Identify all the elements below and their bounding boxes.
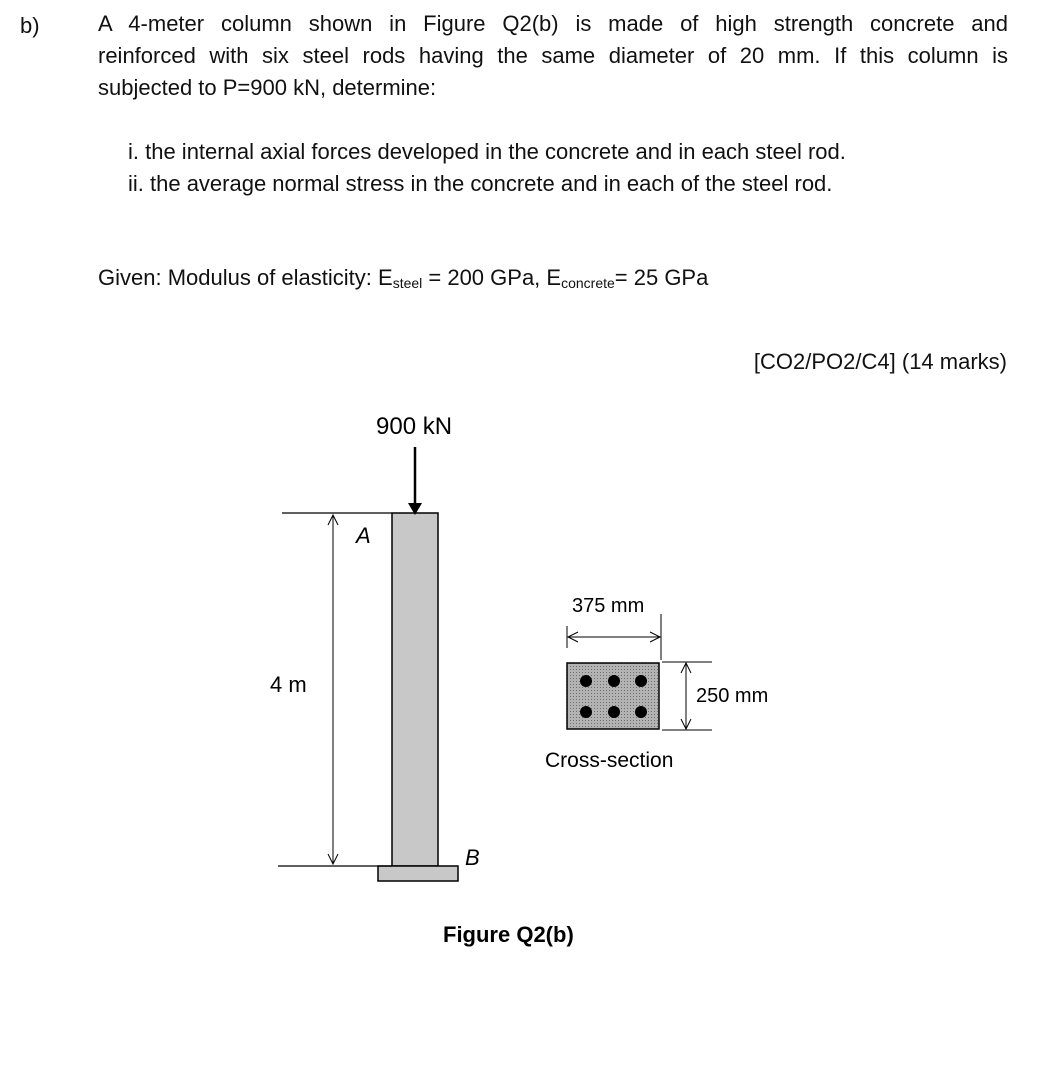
- concrete-subscript: concrete: [561, 275, 615, 291]
- steel-rod-1: [580, 675, 592, 687]
- load-label: 900 kN: [376, 413, 453, 440]
- column-base-plate: [378, 866, 458, 881]
- steel-subscript: steel: [392, 275, 423, 291]
- steel-rod-6: [635, 706, 647, 718]
- steel-rod-2: [608, 675, 620, 687]
- point-a-label: A: [356, 523, 371, 548]
- intro-line-3: subjected to P=900 kN, determine:: [98, 75, 437, 100]
- width-label: 375 mm: [572, 595, 645, 617]
- question-label: b): [20, 13, 40, 38]
- cross-section-caption: Cross-section: [545, 749, 674, 772]
- intro-line-1: A 4-meter column shown in Figure Q2(b) is made of high strength concrete and: [98, 11, 1008, 36]
- figure-caption: Figure Q2(b): [443, 922, 574, 947]
- intro-line-2: reinforced with six steel rods having the same diameter of 20 mm. If this column is: [98, 43, 1008, 68]
- steel-rod-5: [608, 706, 620, 718]
- given-prefix: Given: Modulus of elasticity: E: [98, 265, 393, 290]
- marks-label: [CO2/PO2/C4] (14 marks): [753, 349, 1007, 374]
- depth-label: 250 mm: [696, 685, 769, 707]
- part-ii: ii. the average normal stress in the concrete and in each of the steel rod.: [128, 171, 833, 196]
- length-label: 4 m: [270, 672, 307, 697]
- column-body: [392, 513, 438, 866]
- steel-rod-3: [635, 675, 647, 687]
- point-b-label: B: [465, 845, 480, 870]
- steel-rod-4: [580, 706, 592, 718]
- part-i: i. the internal axial forces developed in the concrete and in each steel rod.: [128, 139, 846, 164]
- concrete-value: = 25 GPa: [614, 265, 709, 290]
- steel-value: = 200 GPa, E: [422, 265, 562, 290]
- cross-section-body: [567, 663, 659, 729]
